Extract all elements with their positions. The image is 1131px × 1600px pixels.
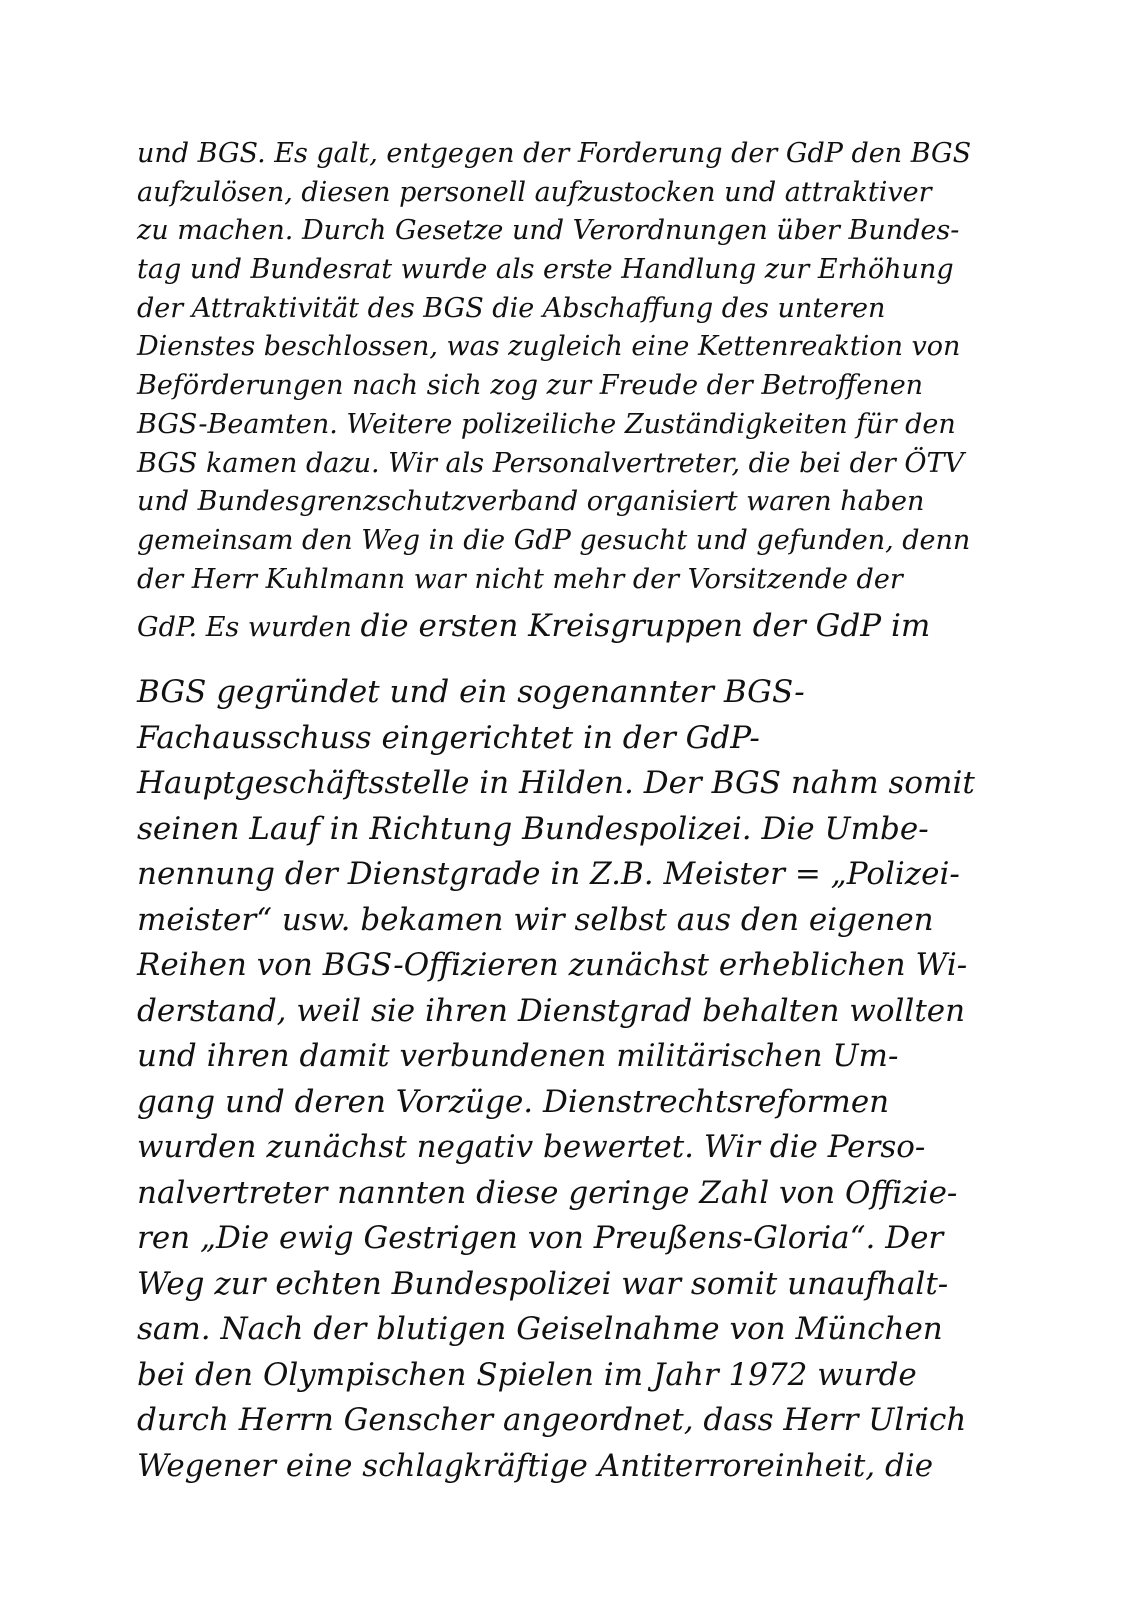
text-line: nennung der Dienstgrade in Z.B. Meister = „Polizei- — [137, 856, 960, 892]
text-line: seinen Lauf in Richtung Bundespolizei. Die Umbe- — [137, 810, 929, 847]
text-line: Reihen von BGS-Offizieren zunächst erheblichen Wi- — [137, 947, 968, 983]
text-line: wurden zunächst negativ bewertet. Wir die Perso- — [137, 1129, 926, 1165]
text-line: Hauptgeschäftsstelle in Hilden. Der BGS nahm somit — [137, 765, 975, 801]
text-line: Fachausschuss eingerichtet in der GdP- — [137, 719, 760, 756]
text-line: tag und Bundesrat wurde als erste Handlung zur Erhöhung — [137, 254, 954, 286]
text-line: nalvertreter nannten diese geringe Zahl von Offizie- — [137, 1174, 958, 1211]
text-line: Wegener eine schlagkräftige Antiterroreinheit, die — [137, 1447, 934, 1484]
text-line: aufzulösen, diesen personell aufzustocken und attraktiver — [137, 176, 932, 208]
text-line: und ihren damit verbundenen militärischen Um- — [137, 1038, 899, 1074]
text-line: derstand, weil sie ihren Dienstgrad behalten wollten — [137, 992, 966, 1029]
text-line: gang und deren Vorzüge. Dienstrechtsreformen — [137, 1083, 890, 1120]
paragraph-large-text — [137, 670, 1017, 1489]
text-line: BGS gegründet und ein sogenannter BGS- — [137, 674, 805, 710]
transition-line — [137, 603, 930, 649]
text-line: Beförderungen nach sich zog zur Freude der Betroffenen — [137, 370, 924, 402]
text-line: und BGS. Es galt, entgegen der Forderung der GdP den BGS — [137, 138, 972, 169]
transition-large-text: die ersten Kreisgruppen der GdP im — [360, 608, 931, 644]
text-line: BGS-Beamten. Weitere polizeiliche Zuständigkeiten für den — [137, 408, 956, 440]
text-line: ren „Die ewig Gestrigen von Preußens-Gloria“. Der — [137, 1220, 944, 1256]
text-line: sam. Nach der blutigen Geiselnahme von München — [137, 1311, 943, 1347]
text-line: Weg zur echten Bundespolizei war somit unaufhalt- — [137, 1265, 949, 1302]
text-line: zu machen. Durch Gesetze und Verordnungen über Bundes- — [137, 215, 960, 247]
text-line: durch Herrn Genscher angeordnet, dass Herr Ulrich — [137, 1402, 967, 1438]
text-line: meister“ usw. bekamen wir selbst aus den eigenen — [137, 901, 934, 938]
transition-small-text: GdP. Es wurden — [137, 612, 361, 643]
text-line: BGS kamen dazu. Wir als Personalvertreter, die bei der ÖTV — [137, 447, 964, 479]
text-line: der Herr Kuhlmann war nicht mehr der Vorsitzende der — [137, 563, 903, 595]
text-line: bei den Olympischen Spielen im Jahr 1972 wurde — [137, 1356, 917, 1393]
text-line: Dienstes beschlossen, was zugleich eine Kettenreaktion von — [137, 331, 961, 363]
text-line: der Attraktivität des BGS die Abschaffung des unteren — [137, 292, 886, 324]
text-line: und Bundesgrenzschutzverband organisiert waren haben — [137, 486, 925, 518]
text-line: gemeinsam den Weg in die GdP gesucht und gefunden, denn — [137, 524, 971, 556]
paragraph-small-text — [137, 135, 1017, 599]
